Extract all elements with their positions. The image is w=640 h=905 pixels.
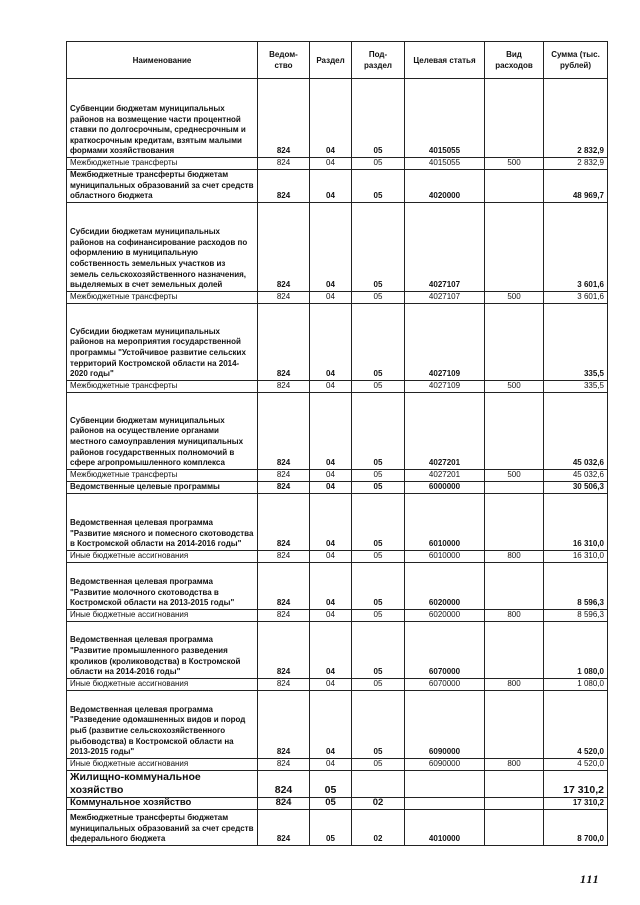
- cell-target: 6020000: [405, 609, 485, 621]
- header-subsection: Под-раздел: [352, 42, 405, 79]
- cell-dept: 824: [258, 291, 310, 303]
- cell-sum: 17 310,2: [544, 797, 608, 809]
- cell-name: Иные бюджетные ассигнования: [67, 609, 258, 621]
- cell-expense: [485, 809, 544, 845]
- cell-dept: 824: [258, 380, 310, 392]
- cell-subsection: 05: [352, 303, 405, 380]
- cell-sum: 2 832,9: [544, 79, 608, 158]
- cell-section: 04: [310, 609, 352, 621]
- cell-name: Межбюджетные трансферты: [67, 291, 258, 303]
- header-sum: Сумма (тыс. рублей): [544, 42, 608, 79]
- cell-sum: 3 601,6: [544, 291, 608, 303]
- cell-target: 4027201: [405, 469, 485, 481]
- cell-name: Межбюджетные трансферты: [67, 380, 258, 392]
- table-row: [67, 79, 608, 158]
- cell-section: 04: [310, 562, 352, 609]
- cell-dept: 824: [258, 158, 310, 170]
- cell-expense: [485, 770, 544, 797]
- cell-sum: 8 596,3: [544, 562, 608, 609]
- cell-dept: 824: [258, 392, 310, 469]
- cell-subsection: 05: [352, 202, 405, 291]
- table-row: [67, 380, 608, 392]
- table-row: [67, 481, 608, 493]
- cell-expense: [485, 797, 544, 809]
- cell-target: 4027109: [405, 303, 485, 380]
- cell-sum: 30 506,3: [544, 481, 608, 493]
- cell-sum: 17 310,2: [544, 770, 608, 797]
- cell-section: 04: [310, 469, 352, 481]
- header-expense: Вид расходов: [485, 42, 544, 79]
- cell-subsection: 05: [352, 392, 405, 469]
- table-row: [67, 291, 608, 303]
- cell-section: 05: [310, 809, 352, 845]
- cell-expense: 500: [485, 291, 544, 303]
- table-row: [67, 158, 608, 170]
- budget-table-page: [66, 41, 608, 846]
- cell-name: Субсидии бюджетам муниципальных районов на мероприятия государственной программы "Устойчивое развитие сельских территорий Костромской области на 2014-2020 годы": [67, 303, 258, 380]
- cell-target: 6010000: [405, 493, 485, 550]
- cell-expense: [485, 392, 544, 469]
- cell-subsection: 05: [352, 621, 405, 678]
- cell-section: 05: [310, 797, 352, 809]
- cell-subsection: 05: [352, 562, 405, 609]
- table-row: [67, 493, 608, 550]
- table-row: [67, 690, 608, 758]
- cell-dept: 824: [258, 770, 310, 797]
- cell-subsection: 02: [352, 809, 405, 845]
- table-row: [67, 758, 608, 770]
- cell-sum: 4 520,0: [544, 690, 608, 758]
- cell-sum: 8 700,0: [544, 809, 608, 845]
- cell-subsection: 05: [352, 690, 405, 758]
- cell-subsection: 05: [352, 170, 405, 203]
- cell-target: 4027201: [405, 392, 485, 469]
- table-row: [67, 797, 608, 809]
- cell-expense: [485, 303, 544, 380]
- cell-subsection: 05: [352, 469, 405, 481]
- budget-table: [66, 41, 608, 846]
- cell-dept: 824: [258, 797, 310, 809]
- cell-dept: 824: [258, 170, 310, 203]
- cell-target: 6010000: [405, 550, 485, 562]
- cell-name: Ведомственная целевая программа "Развитие промышленного разведения кроликов (кролиководства) в Костромской области на 2014-2016 годы": [67, 621, 258, 678]
- cell-subsection: 05: [352, 609, 405, 621]
- cell-section: 04: [310, 758, 352, 770]
- cell-sum: 45 032,6: [544, 392, 608, 469]
- cell-dept: 824: [258, 79, 310, 158]
- cell-target: 6090000: [405, 758, 485, 770]
- cell-section: 04: [310, 621, 352, 678]
- table-row: [67, 809, 608, 845]
- cell-subsection: 05: [352, 758, 405, 770]
- cell-name: Иные бюджетные ассигнования: [67, 678, 258, 690]
- cell-sum: 1 080,0: [544, 678, 608, 690]
- cell-target: 6070000: [405, 678, 485, 690]
- cell-dept: 824: [258, 469, 310, 481]
- cell-target: 4010000: [405, 809, 485, 845]
- cell-section: 04: [310, 392, 352, 469]
- header-section: Раздел: [310, 42, 352, 79]
- cell-section: 04: [310, 493, 352, 550]
- cell-section: 04: [310, 303, 352, 380]
- table-row: [67, 469, 608, 481]
- cell-subsection: [352, 770, 405, 797]
- cell-section: 04: [310, 550, 352, 562]
- cell-expense: [485, 481, 544, 493]
- cell-sum: 8 596,3: [544, 609, 608, 621]
- cell-target: 4027107: [405, 202, 485, 291]
- cell-expense: [485, 79, 544, 158]
- cell-sum: 335,5: [544, 380, 608, 392]
- table-row: [67, 550, 608, 562]
- cell-dept: 824: [258, 609, 310, 621]
- cell-expense: [485, 621, 544, 678]
- cell-name: Межбюджетные трансферты бюджетам муниципальных образований за счет средств федерального бюджета: [67, 809, 258, 845]
- page-number: 111: [580, 872, 600, 886]
- cell-name: Иные бюджетные ассигнования: [67, 758, 258, 770]
- cell-section: 04: [310, 158, 352, 170]
- cell-subsection: 05: [352, 79, 405, 158]
- cell-dept: 824: [258, 758, 310, 770]
- cell-name: Ведомственная целевая программа "Развитие молочного скотоводства в Костромской области на 2013-2015 годы": [67, 562, 258, 609]
- cell-expense: 800: [485, 758, 544, 770]
- table-row: [67, 770, 608, 797]
- cell-name: Субсидии бюджетам муниципальных районов на софинансирование расходов по оформлению в муниципальную собственность земельных участков из земель сельскохозяйственного назначения, выделяемых в счет земельных долей: [67, 202, 258, 291]
- cell-dept: 824: [258, 303, 310, 380]
- table-row: [67, 392, 608, 469]
- cell-target: 4020000: [405, 170, 485, 203]
- table-row: [67, 621, 608, 678]
- cell-section: 05: [310, 770, 352, 797]
- cell-expense: [485, 170, 544, 203]
- cell-subsection: 05: [352, 158, 405, 170]
- cell-name: Межбюджетные трансферты: [67, 469, 258, 481]
- cell-sum: 45 032,6: [544, 469, 608, 481]
- cell-subsection: 05: [352, 550, 405, 562]
- cell-dept: 824: [258, 562, 310, 609]
- cell-sum: 4 520,0: [544, 758, 608, 770]
- cell-subsection: 05: [352, 380, 405, 392]
- cell-target: 6020000: [405, 562, 485, 609]
- cell-name: Ведомственная целевая программа "Развитие мясного и помесного скотоводства в Костромской области на 2014-2016 годы": [67, 493, 258, 550]
- cell-section: 04: [310, 170, 352, 203]
- cell-subsection: 05: [352, 678, 405, 690]
- cell-expense: [485, 562, 544, 609]
- cell-dept: 824: [258, 202, 310, 291]
- cell-section: 04: [310, 291, 352, 303]
- cell-dept: 824: [258, 678, 310, 690]
- cell-expense: [485, 493, 544, 550]
- cell-target: [405, 770, 485, 797]
- table-row: [67, 202, 608, 291]
- header-dept: Ведом-ство: [258, 42, 310, 79]
- cell-target: 4027109: [405, 380, 485, 392]
- cell-expense: 500: [485, 158, 544, 170]
- cell-dept: 824: [258, 550, 310, 562]
- cell-section: 04: [310, 481, 352, 493]
- cell-target: 6070000: [405, 621, 485, 678]
- header-target: Целевая статья: [405, 42, 485, 79]
- cell-subsection: 05: [352, 481, 405, 493]
- cell-sum: 16 310,0: [544, 493, 608, 550]
- cell-expense: 500: [485, 380, 544, 392]
- cell-target: 4027107: [405, 291, 485, 303]
- cell-target: 6000000: [405, 481, 485, 493]
- cell-section: 04: [310, 678, 352, 690]
- cell-dept: 824: [258, 809, 310, 845]
- table-row: [67, 609, 608, 621]
- cell-sum: 1 080,0: [544, 621, 608, 678]
- cell-sum: 48 969,7: [544, 170, 608, 203]
- cell-name: Межбюджетные трансферты: [67, 158, 258, 170]
- table-row: [67, 678, 608, 690]
- cell-name: Жилищно-коммунальное хозяйство: [67, 770, 258, 797]
- cell-section: 04: [310, 79, 352, 158]
- cell-name: Коммунальное хозяйство: [67, 797, 258, 809]
- cell-name: Субвенции бюджетам муниципальных районов на возмещение части процентной ставки по долгосрочным, среднесрочным и краткосрочным кредитам, взятым малыми формами хозяйствования: [67, 79, 258, 158]
- cell-expense: 800: [485, 609, 544, 621]
- cell-subsection: 02: [352, 797, 405, 809]
- cell-dept: 824: [258, 690, 310, 758]
- cell-section: 04: [310, 690, 352, 758]
- cell-target: [405, 797, 485, 809]
- cell-name: Иные бюджетные ассигнования: [67, 550, 258, 562]
- cell-name: Ведомственные целевые программы: [67, 481, 258, 493]
- cell-name: Субвенции бюджетам муниципальных районов на осуществление органами местного самоуправления муниципальных районов государственных полномочий в сфере агропромышленного комплекса: [67, 392, 258, 469]
- table-row: [67, 170, 608, 203]
- cell-sum: 2 832,9: [544, 158, 608, 170]
- header-name: Наименование: [67, 42, 258, 79]
- cell-dept: 824: [258, 493, 310, 550]
- table-row: [67, 562, 608, 609]
- cell-target: 6090000: [405, 690, 485, 758]
- cell-sum: 335,5: [544, 303, 608, 380]
- cell-sum: 3 601,6: [544, 202, 608, 291]
- cell-name: Межбюджетные трансферты бюджетам муниципальных образований за счет средств областного бюджета: [67, 170, 258, 203]
- cell-sum: 16 310,0: [544, 550, 608, 562]
- table-header-row: [67, 42, 608, 79]
- cell-section: 04: [310, 380, 352, 392]
- cell-target: 4015055: [405, 79, 485, 158]
- cell-expense: 500: [485, 469, 544, 481]
- cell-dept: 824: [258, 621, 310, 678]
- cell-section: 04: [310, 202, 352, 291]
- cell-expense: [485, 690, 544, 758]
- table-row: [67, 303, 608, 380]
- cell-expense: 800: [485, 678, 544, 690]
- cell-expense: 800: [485, 550, 544, 562]
- cell-subsection: 05: [352, 493, 405, 550]
- cell-name: Ведомственная целевая программа "Разведение одомашненных видов и пород рыб (развитие сельскохозяйственного рыбоводства) в Костромской области на 2013-2015 годы": [67, 690, 258, 758]
- cell-target: 4015055: [405, 158, 485, 170]
- cell-expense: [485, 202, 544, 291]
- cell-dept: 824: [258, 481, 310, 493]
- cell-subsection: 05: [352, 291, 405, 303]
